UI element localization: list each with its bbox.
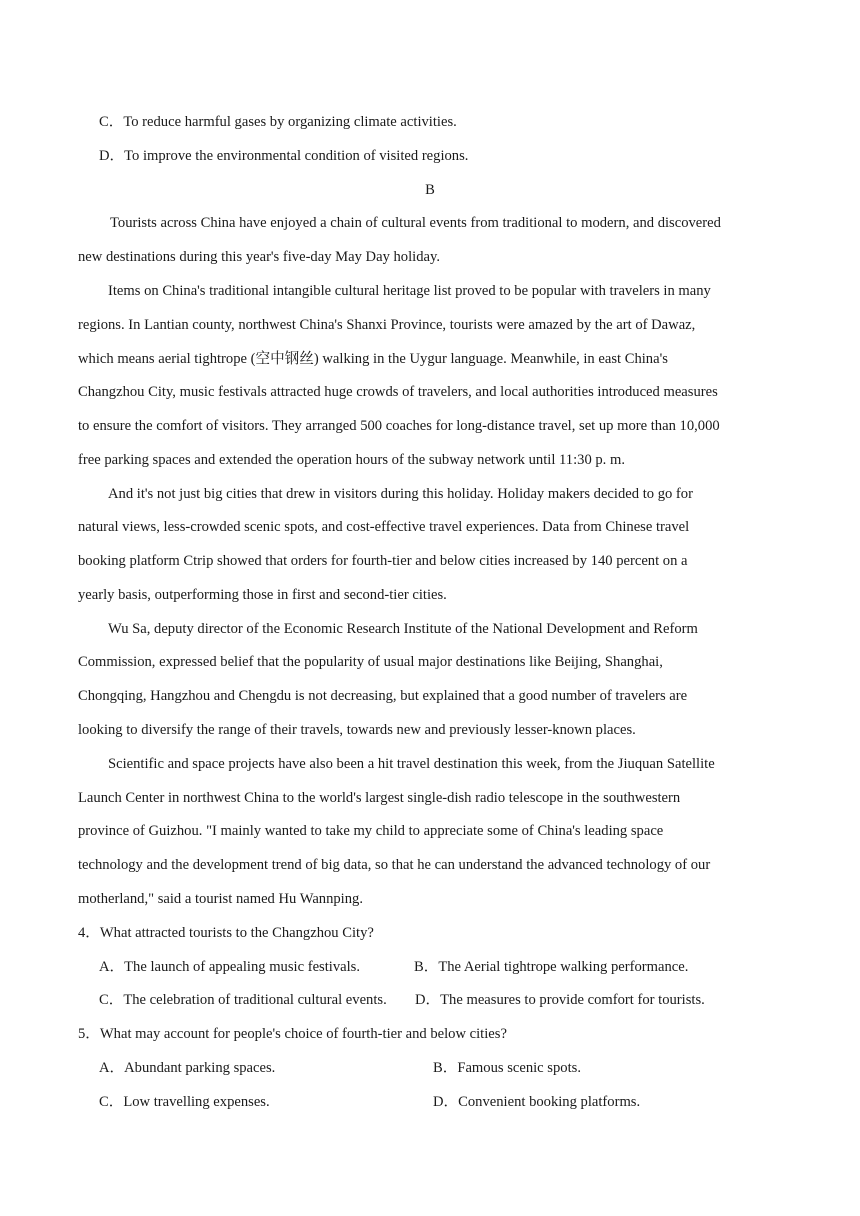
passage-line: Items on China's traditional intangible cultural heritage list proved to be popular with travelers in many: [108, 283, 711, 299]
passage-line: technology and the development trend of big data, so that he can understand the advanced technology of our: [78, 857, 711, 873]
passage-line: natural views, less-crowded scenic spots, and cost-effective travel experiences. Data from Chinese travel: [78, 519, 690, 535]
passage-line: province of Guizhou. "I mainly wanted to take my child to appreciate some of China's leading space: [78, 823, 664, 839]
question-4-stem: 4．What attracted tourists to the Changzhou City?: [78, 925, 374, 941]
passage-line: yearly basis, outperforming those in first and second-tier cities.: [78, 587, 447, 603]
question-5-option-a: A．Abundant parking spaces.: [99, 1060, 276, 1076]
passage-line: regions. In Lantian county, northwest China's Shanxi Province, tourists were amazed by the art of Dawaz,: [78, 317, 696, 333]
passage-line: Changzhou City, music festivals attracted huge crowds of travelers, and local authorities introduced measures: [78, 384, 718, 400]
question-4-option-c: C．The celebration of traditional cultural events.: [99, 992, 387, 1008]
passage-line: which means aerial tightrope (空中钢丝) walking in the Uygur language. Meanwhile, in east China's: [78, 351, 668, 367]
question-5-option-d: D．Convenient booking platforms.: [433, 1094, 641, 1110]
passage-line: free parking spaces and extended the operation hours of the subway network until 11:30 p. m.: [78, 452, 625, 468]
passage-line: looking to diversify the range of their travels, towards new and previously lesser-known places.: [78, 722, 636, 738]
passage-line: booking platform Ctrip showed that orders for fourth-tier and below cities increased by 140 percent on a: [78, 553, 688, 569]
question-5-option-c: C．Low travelling expenses.: [99, 1094, 270, 1110]
passage-line: Tourists across China have enjoyed a chain of cultural events from traditional to modern, and discovered: [110, 215, 721, 231]
section-label: B: [425, 182, 435, 198]
passage-line: Commission, expressed belief that the popularity of usual major destinations like Beijing, Shanghai,: [78, 654, 663, 670]
passage-line: And it's not just big cities that drew in visitors during this holiday. Holiday makers decided to go for: [108, 486, 693, 502]
question-5-stem: 5．What may account for people's choice of fourth-tier and below cities?: [78, 1026, 507, 1042]
question-4-option-a: A．The launch of appealing music festivals.: [99, 959, 360, 975]
passage-line: Scientific and space projects have also been a hit travel destination this week, from the Jiuquan Satellite: [108, 756, 715, 772]
prev-option-c: C．To reduce harmful gases by organizing climate activities.: [99, 114, 457, 130]
prev-option-d: D．To improve the environmental condition of visited regions.: [99, 148, 469, 164]
passage-line: motherland," said a tourist named Hu Wannping.: [78, 891, 363, 907]
question-4-option-b: B．The Aerial tightrope walking performance.: [414, 959, 689, 975]
passage-line: Launch Center in northwest China to the world's largest single-dish radio telescope in the southwestern: [78, 790, 681, 806]
question-5-option-b: B．Famous scenic spots.: [433, 1060, 581, 1076]
passage-line: Chongqing, Hangzhou and Chengdu is not decreasing, but explained that a good number of travelers are: [78, 688, 688, 704]
question-4-option-d: D．The measures to provide comfort for tourists.: [415, 992, 705, 1008]
passage-line: Wu Sa, deputy director of the Economic Research Institute of the National Development and Reform: [108, 621, 698, 637]
passage-line: new destinations during this year's five-day May Day holiday.: [78, 249, 440, 265]
passage-line: to ensure the comfort of visitors. They arranged 500 coaches for long-distance travel, set up more than 10,000: [78, 418, 720, 434]
